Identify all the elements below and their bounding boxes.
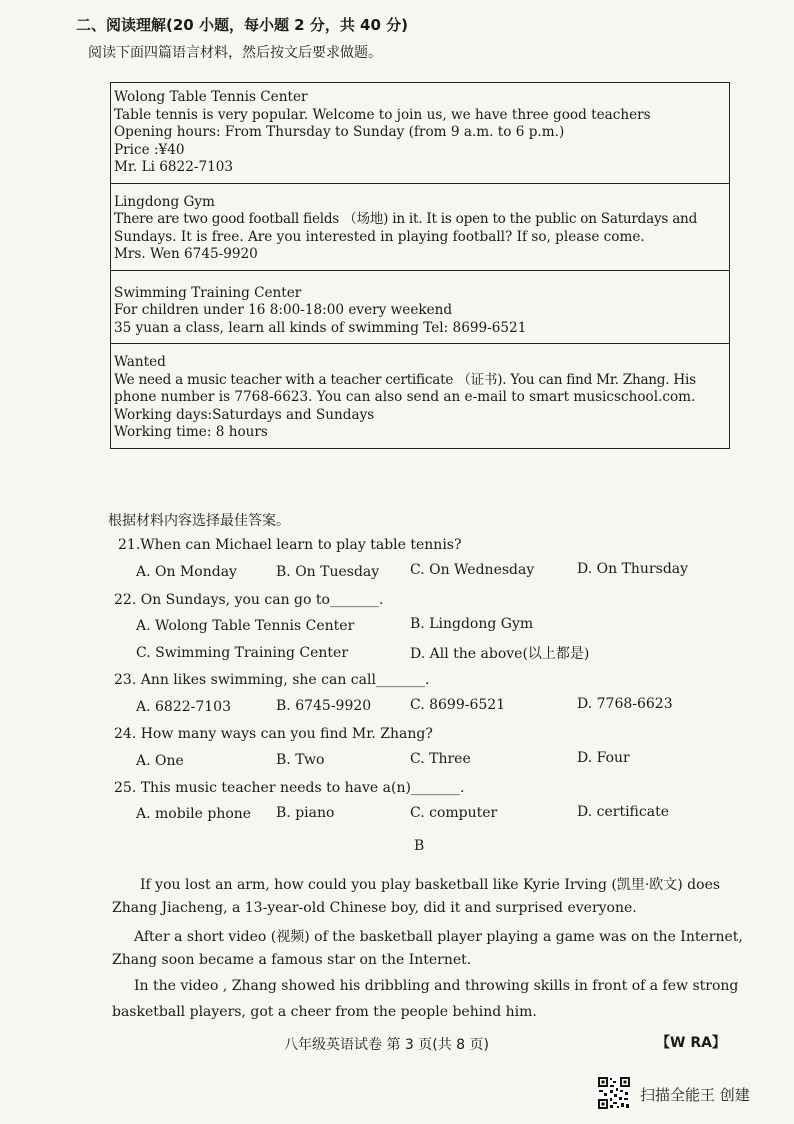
passage-line: After a short video (视频) of the basketball player playing a game was on the Internet, [134,929,743,945]
scanner-watermark: 扫描全能王 创建 [640,1086,750,1104]
notice-line: For children under 16 8:00-18:00 every weekend [114,302,453,318]
notice-line: Opening hours: From Thursday to Sunday (from 9 a.m. to 6 p.m.) [114,124,565,140]
notice-line: Lingdong Gym [114,193,215,210]
question-option: B. Two [276,752,325,768]
question-option: D. On Thursday [577,561,689,577]
passage-line: In the video , Zhang showed his dribbling and throwing skills in front of a few strong [134,978,739,994]
question-option: B. Lingdong Gym [410,616,534,632]
notices-box [110,82,730,449]
question-option: A. 6822-7103 [136,699,231,715]
question-option: A. Wolong Table Tennis Center [136,618,355,634]
question-stem: 21.When can Michael learn to play table tennis? [118,537,462,553]
passage-line: Zhang Jiacheng, a 13-year-old Chinese boy, did it and surprised everyone. [112,900,637,916]
question-instruction: 根据材料内容选择最佳答案。 [108,513,290,529]
exam-code: 【W RA】 [656,1035,726,1051]
passage-label: B [414,838,425,854]
question-option: B. piano [276,805,335,821]
notice-wanted [111,343,729,448]
question-option: C. On Wednesday [410,562,535,578]
question-option: D. certificate [577,804,669,820]
notice-line: Mr. Li 6822-7103 [114,159,234,175]
question-option: B. 6745-9920 [276,698,372,714]
question-option: C. computer [410,805,498,821]
notice-line: Wolong Table Tennis Center [114,89,308,105]
question-option: C. Swimming Training Center [136,645,349,661]
notice-gym [111,183,729,270]
notice-line: There are two good football fields （场地) in it. It is open to the public on Saturdays and [114,211,698,227]
notice-line: Table tennis is very popular. Welcome to join us, we have three good teachers [114,106,651,123]
question-stem: 23. Ann likes swimming, she can call_______. [114,672,430,688]
notice-line: Working days:Saturdays and Sundays [114,406,375,423]
question-option: D. 7768-6623 [577,696,673,712]
passage-line: basketball players, got a cheer from the people behind him. [112,1004,537,1020]
notice-line: Working time: 8 hours [114,424,268,440]
section-intro: 阅读下面四篇语言材料，然后按文后要求做题。 [88,45,382,61]
question-option: A. mobile phone [136,806,252,822]
notice-line: Wanted [114,354,166,370]
question-stem: 24. How many ways can you find Mr. Zhang? [114,726,433,742]
notice-line: 35 yuan a class, learn all kinds of swimming Tel: 8699-6521 [114,319,527,336]
notice-swimming [111,270,729,344]
question-stem: 25. This music teacher needs to have a(n)_______. [114,780,465,796]
passage-line: Zhang soon became a famous star on the Internet. [112,952,472,968]
notice-line: Price :¥40 [114,141,185,158]
question-option: A. One [136,753,184,769]
notice-line: Swimming Training Center [114,284,302,301]
question-option: B. On Tuesday [276,564,380,580]
question-option: D. Four [577,750,630,766]
notice-line: Mrs. Wen 6745-9920 [114,246,258,262]
page-footer: 八年级英语试卷 第 3 页(共 8 页) [284,1037,489,1053]
section-title: 二、阅读理解(20 小题，每小题 2 分，共 40 分) [76,16,409,34]
question-option: C. 8699-6521 [410,697,506,713]
qr-code-icon [597,1076,631,1110]
question-option: A. On Monday [136,564,237,580]
notice-line: Sundays. It is free. Are you interested in playing football? If so, please come. [114,228,645,245]
passage-line: If you lost an arm, how could you play basketball like Kyrie Irving (凯里·欧文) does [140,877,721,893]
notice-line: phone number is 7768-6623. You can also send an e-mail to smart musicschool.com. [114,389,696,405]
question-option: C. Three [410,751,471,767]
notice-table-tennis [111,83,729,183]
notice-line: We need a music teacher with a teacher certificate （证书). You can find Mr. Zhang. His [114,371,696,388]
question-option: D. All the above(以上都是) [410,646,590,662]
question-stem: 22. On Sundays, you can go to_______. [114,592,384,608]
